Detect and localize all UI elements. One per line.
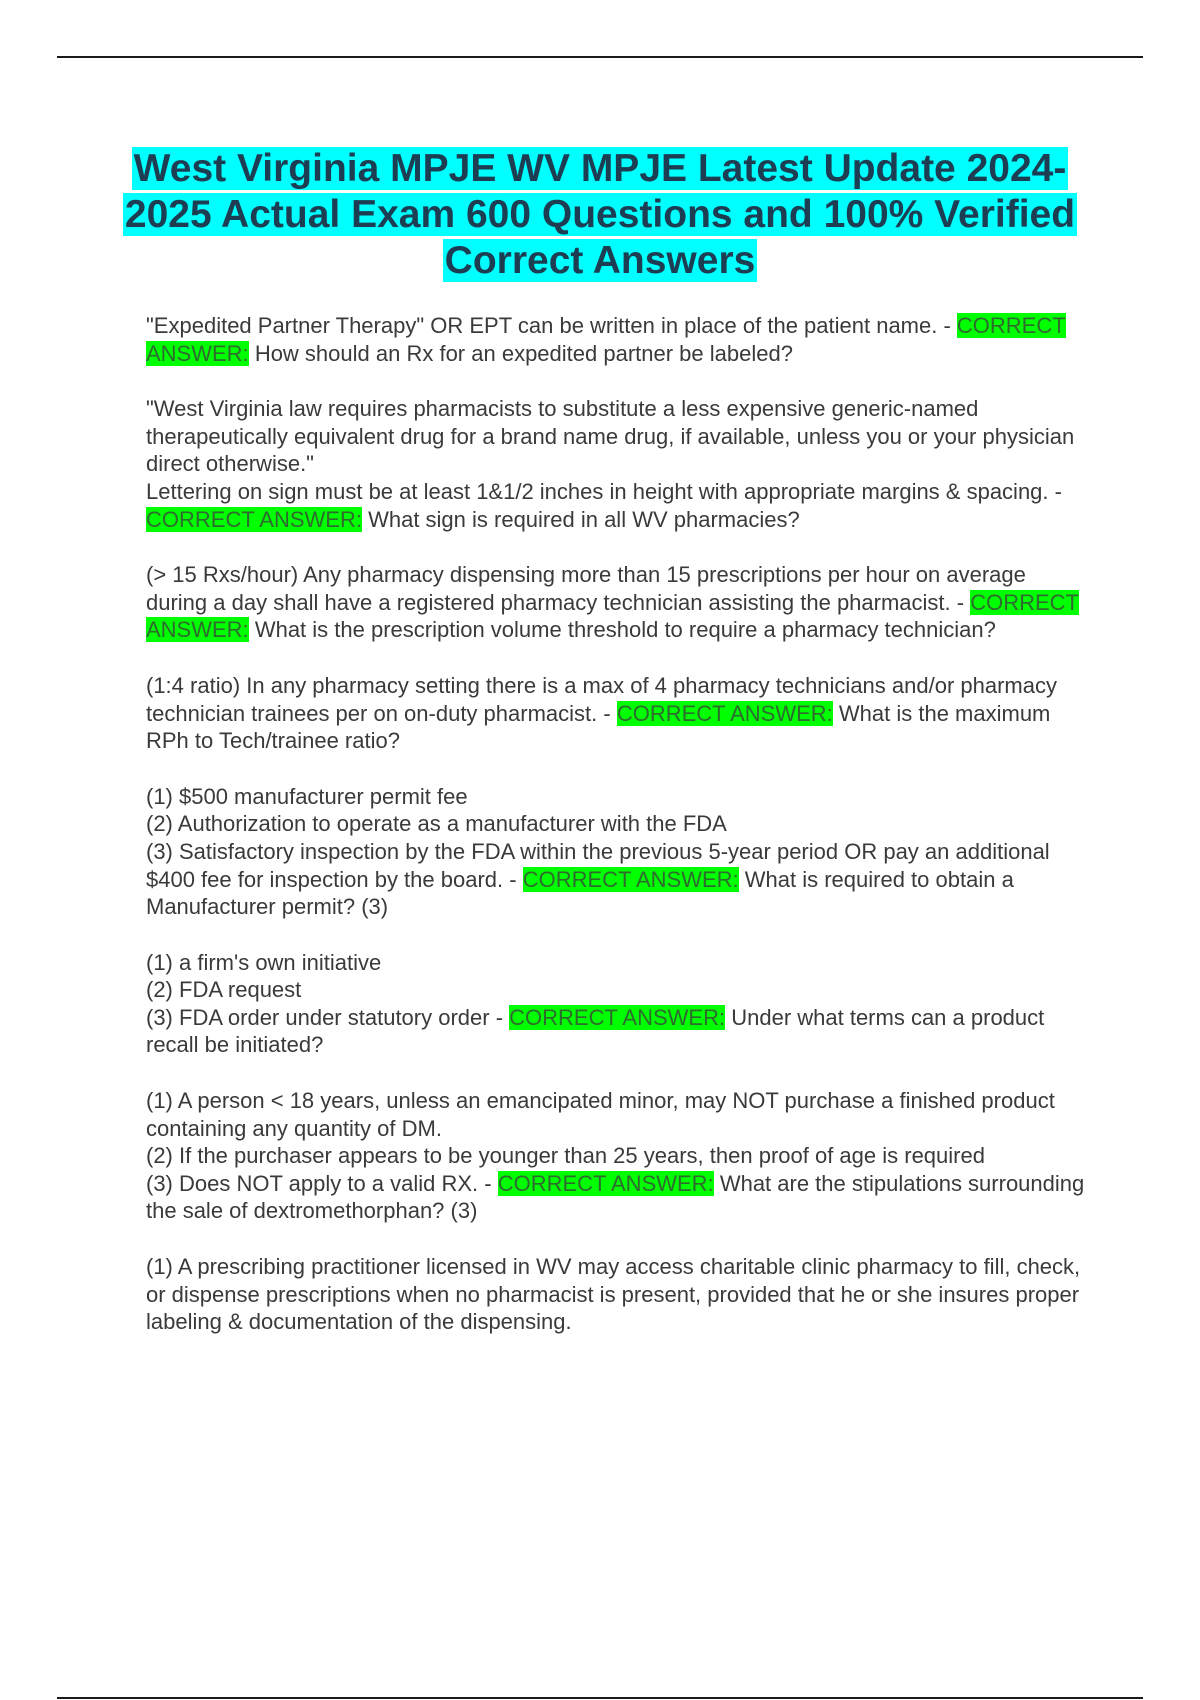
answer-text: (1) A prescribing practitioner licensed in WV may access charitable clinic pharmacy to fill, check, or dispense prescriptions when no pharmacist is present, provided that he or she insures proper labeling & documentation of the dispensing. xyxy=(146,1254,1081,1335)
qa-line: (1) a firm's own initiative xyxy=(146,949,382,975)
title-highlight: West Virginia MPJE WV MPJE Latest Update 2024-2025 Actual Exam 600 Questions and 100% Verified Correct Answers xyxy=(124,147,1076,282)
correct-answer-tag: CORRECT ANSWER: xyxy=(497,1170,714,1196)
bottom-rule xyxy=(57,1697,1143,1699)
qa-answer-line xyxy=(146,1253,1086,1336)
document-title xyxy=(100,146,1100,284)
correct-answer-tag: CORRECT ANSWER: xyxy=(146,589,1079,643)
qa-item xyxy=(146,312,1086,367)
qa-item xyxy=(146,672,1086,755)
correct-answer-tag: CORRECT ANSWER: xyxy=(522,866,739,892)
qa-answer-line xyxy=(146,838,1086,921)
qa-answer-line xyxy=(146,312,1086,367)
answer-text: (3) FDA order under statutory order - xyxy=(146,1004,510,1030)
question-text: What is required to obtain a Manufacturer permit? (3) xyxy=(146,866,1014,920)
correct-answer-tag: CORRECT ANSWER: xyxy=(509,1004,726,1030)
qa-item xyxy=(146,561,1086,644)
question-text: What sign is required in all WV pharmacies? xyxy=(368,506,800,532)
qa-answer-line xyxy=(146,561,1086,644)
qa-answer-line xyxy=(146,1170,1086,1225)
correct-answer-tag: CORRECT ANSWER: xyxy=(146,313,1066,366)
qa-item xyxy=(146,395,1086,533)
answer-text: (3) Does NOT apply to a valid RX. - xyxy=(146,1170,498,1196)
answer-text: (> 15 Rxs/hour) Any pharmacy dispensing more than 15 prescriptions per hour on average during a day shall have a registered pharmacy technician assisting the pharmacist. - xyxy=(146,562,1026,615)
qa-item xyxy=(146,1087,1086,1225)
answer-text: "Expedited Partner Therapy" OR EPT can be written in place of the patient name. - xyxy=(146,313,957,338)
qa-item xyxy=(146,949,1086,1059)
question-text: What is the maximum RPh to Tech/trainee ratio? xyxy=(146,700,1051,754)
answer-text: (3) Satisfactory inspection by the FDA within the previous 5-year period OR pay an additional $400 fee for inspection by the board. - xyxy=(146,838,1050,892)
qa-line: (1) $500 manufacturer permit fee xyxy=(146,783,468,809)
qa-line: (2) Authorization to operate as a manufacturer with the FDA xyxy=(146,811,727,837)
qa-answer-line xyxy=(146,672,1086,755)
question-text: What is the prescription volume threshold to require a pharmacy technician? xyxy=(254,617,996,643)
answer-text: (1:4 ratio) In any pharmacy setting there is a max of 4 pharmacy technicians and/or pharmacy technician trainees per on on-duty pharmacist. - xyxy=(146,672,1057,726)
answer-text: Lettering on sign must be at least 1&1/2 inches in height with appropriate margins & spacing. - xyxy=(146,478,1062,504)
qa-list xyxy=(146,312,1086,1364)
qa-item xyxy=(146,1253,1086,1336)
question-text: How should an Rx for an expedited partner be labeled? xyxy=(254,340,793,366)
question-text: Under what terms can a product recall be initiated? xyxy=(146,1004,1045,1058)
correct-answer-tag: CORRECT ANSWER: xyxy=(616,700,833,726)
question-text: What are the stipulations surrounding the sale of dextromethorphan? (3) xyxy=(146,1170,1085,1224)
qa-line: (1) A person < 18 years, unless an emancipated minor, may NOT purchase a finished product containing any quantity of DM. xyxy=(146,1088,1055,1141)
qa-line: (2) If the purchaser appears to be younger than 25 years, then proof of age is required xyxy=(146,1143,985,1169)
qa-answer-line xyxy=(146,1004,1086,1059)
qa-line: (2) FDA request xyxy=(146,977,302,1003)
qa-answer-line xyxy=(146,478,1086,533)
top-rule xyxy=(57,56,1143,58)
qa-item xyxy=(146,783,1086,921)
correct-answer-tag: CORRECT ANSWER: xyxy=(146,506,362,532)
qa-line: "West Virginia law requires pharmacists to substitute a less expensive generic-named therapeutically equivalent drug for a brand name drug, if available, unless you or your physician direct otherwise." xyxy=(146,396,1075,477)
